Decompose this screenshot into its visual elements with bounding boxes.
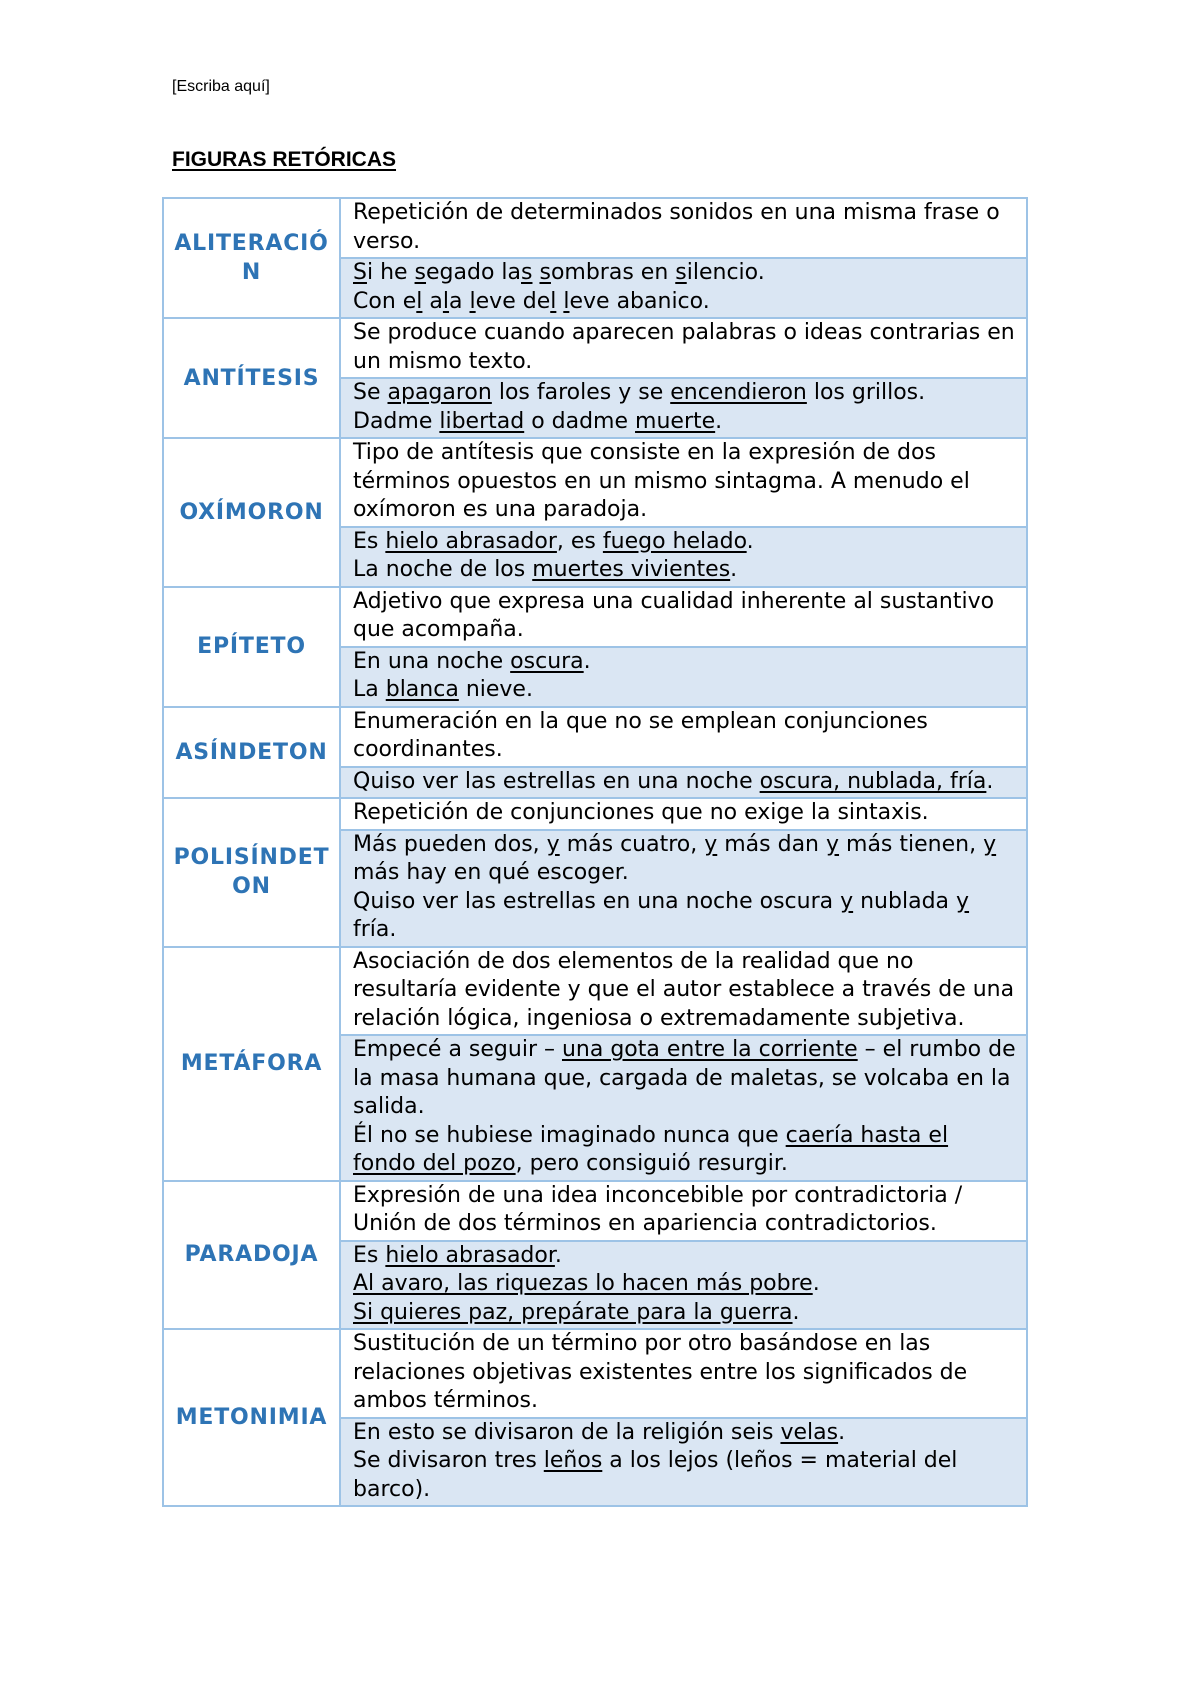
figure-examples <box>340 527 1027 587</box>
example-text: Más pueden dos, <box>353 831 547 857</box>
figure-term: ALITERACIÓN <box>163 198 340 318</box>
example-text: eve abanico. <box>569 288 710 314</box>
figure-term: METONIMIA <box>163 1329 340 1506</box>
figure-examples <box>340 1241 1027 1330</box>
example-text: ombras en <box>550 260 676 285</box>
example-text: . <box>812 1271 820 1296</box>
example-text: – el rumbo de la masa humana que, cargada de maletas, se volcaba en la salida. <box>353 1037 1016 1119</box>
figure-definition <box>340 198 1027 258</box>
example-text: En esto se divisaron de la religión seis <box>353 1419 781 1445</box>
example-text: más hay en qué escoger. <box>353 860 629 885</box>
example-text: fría. <box>353 917 397 942</box>
figure-examples <box>340 1418 1027 1507</box>
figure-term: ANTÍTESIS <box>163 318 340 438</box>
figure-examples <box>340 767 1027 799</box>
figure-definition-row <box>163 587 1027 647</box>
definition-text: Sustitución de un término por otro basándose en las relaciones objetivas existentes entre los significados de ambos términos. <box>353 1331 968 1413</box>
example-line <box>353 831 1016 888</box>
example-text: a los lejos (leños = material del barco). <box>353 1448 958 1502</box>
definition-text: Expresión de una idea inconcebible por contradictoria / Unión de dos términos en apariencia contradictorios. <box>353 1182 963 1236</box>
example-line <box>353 1242 1016 1271</box>
example-text: los faroles y se <box>491 380 671 405</box>
underlined-example-word: encendieron <box>670 380 807 405</box>
rhetorical-figures-table <box>162 197 1028 1507</box>
underlined-example-word: l <box>442 288 450 314</box>
figure-definition <box>340 587 1027 647</box>
example-text: a <box>449 288 470 314</box>
example-text: , pero consiguió resurgir. <box>515 1151 788 1176</box>
underlined-example-word: libertad <box>439 408 525 434</box>
underlined-example-word: s <box>414 260 427 285</box>
example-text: . <box>730 557 738 582</box>
figure-term: METÁFORA <box>163 947 340 1181</box>
example-text: Dadme <box>353 408 440 434</box>
underlined-example-word: s <box>675 260 687 285</box>
underlined-example-word: oscura <box>510 648 584 674</box>
definition-text: Tipo de antítesis que consiste en la expresión de dos términos opuestos en un mismo sintagma. A menudo el oxímoron es una paradoja. <box>353 440 970 522</box>
example-text: o dadme <box>524 408 636 434</box>
underlined-example-word: l <box>563 288 570 314</box>
example-text: i he <box>366 260 415 285</box>
definition-text: Enumeración en la que no se emplean conjunciones coordinantes. <box>353 708 928 762</box>
figure-definition <box>340 1181 1027 1241</box>
underlined-example-word: l <box>469 288 476 314</box>
underlined-example-word: Si quieres paz, prepárate para la guerra <box>353 1299 793 1325</box>
figure-definition-row <box>163 798 1027 830</box>
underlined-example-word: S <box>353 260 367 285</box>
example-line <box>353 1447 1016 1504</box>
example-line <box>353 888 1016 945</box>
underlined-example-word: blanca <box>385 677 459 702</box>
figure-definition-row <box>163 707 1027 767</box>
example-text: Él no se hubiese imaginado nunca que <box>353 1122 786 1148</box>
figure-definition <box>340 707 1027 767</box>
figure-term: OXÍMORON <box>163 438 340 587</box>
underlined-example-word: y <box>826 831 840 857</box>
example-text: . <box>715 408 723 434</box>
figure-examples <box>340 647 1027 707</box>
definition-text: Se produce cuando aparecen palabras o ideas contrarias en un mismo texto. <box>353 320 1015 374</box>
underlined-example-word: leños <box>543 1448 603 1473</box>
definition-text: Repetición de determinados sonidos en una misma frase o verso. <box>353 200 1000 254</box>
example-line <box>353 648 1016 677</box>
underlined-example-word: caería hasta el fondo del pozo <box>353 1122 949 1176</box>
underlined-example-word: y <box>546 831 560 857</box>
figure-definition-row <box>163 1329 1027 1418</box>
example-line <box>353 528 1016 557</box>
underlined-example-word: velas <box>780 1419 839 1445</box>
example-text: Quiso ver las estrellas en una noche oscura <box>353 888 841 914</box>
figure-term: POLISÍNDETON <box>163 798 340 947</box>
example-text: . <box>838 1419 846 1445</box>
figure-definition <box>340 318 1027 378</box>
example-text: nieve. <box>458 677 533 702</box>
example-text: Es <box>353 528 386 554</box>
example-line <box>353 379 1016 408</box>
example-text: más dan <box>717 831 826 857</box>
document-title: FIGURAS RETÓRICAS <box>172 148 397 171</box>
example-text: En una noche <box>353 648 511 674</box>
example-line <box>353 259 1016 288</box>
example-text: egado la <box>426 260 522 285</box>
underlined-example-word: y <box>983 831 997 857</box>
page-header-placeholder[interactable]: [Escriba aquí] <box>172 78 270 95</box>
example-text: Se <box>353 380 388 405</box>
figure-term: EPÍTETO <box>163 587 340 707</box>
example-text: La noche de los <box>353 557 533 582</box>
figure-definition-row <box>163 1181 1027 1241</box>
underlined-example-word: fuego helado <box>602 528 747 554</box>
figure-definition-row <box>163 318 1027 378</box>
example-text: más cuatro, <box>559 831 705 857</box>
definition-text: Adjetivo que expresa una cualidad inherente al sustantivo que acompaña. <box>353 588 995 642</box>
example-text: . <box>986 768 994 794</box>
example-line <box>353 1419 1016 1448</box>
underlined-example-word: s <box>521 260 533 285</box>
figure-definition <box>340 1329 1027 1418</box>
example-text: . <box>792 1299 800 1325</box>
example-line <box>353 408 1016 437</box>
underlined-example-word: s <box>539 260 551 285</box>
example-text: a <box>422 288 443 314</box>
example-text: Se divisaron tres <box>353 1448 544 1473</box>
figure-term: PARADOJA <box>163 1181 340 1330</box>
example-line <box>353 768 1016 797</box>
example-text: . <box>746 528 754 554</box>
example-text: más tienen, <box>839 831 984 857</box>
example-text: Es <box>353 1242 386 1268</box>
figure-definition <box>340 438 1027 527</box>
example-text: eve de <box>475 288 551 314</box>
underlined-example-word: oscura, nublada, fría <box>759 768 987 794</box>
figure-definition-row <box>163 198 1027 258</box>
definition-text: Repetición de conjunciones que no exige la sintaxis. <box>353 800 929 825</box>
figure-definition <box>340 947 1027 1036</box>
underlined-example-word: y <box>840 888 854 914</box>
figure-definition-row <box>163 438 1027 527</box>
figure-examples <box>340 378 1027 438</box>
example-text: Quiso ver las estrellas en una noche <box>353 768 760 794</box>
example-line <box>353 676 1016 705</box>
example-text: Con e <box>353 288 417 314</box>
figure-term: ASÍNDETON <box>163 707 340 799</box>
underlined-example-word: muertes vivientes <box>532 557 731 582</box>
underlined-example-word: l <box>550 288 557 314</box>
figure-examples <box>340 1035 1027 1181</box>
figure-examples <box>340 258 1027 318</box>
underlined-example-word: apagaron <box>387 380 492 405</box>
figure-examples <box>340 830 1027 947</box>
example-text: nublada <box>853 888 957 914</box>
example-line <box>353 1270 1016 1299</box>
underlined-example-word: Al avaro, las riquezas lo hacen más pobre <box>353 1271 813 1296</box>
example-text: . <box>554 1242 562 1268</box>
example-line <box>353 1036 1016 1122</box>
example-text: . <box>583 648 591 674</box>
example-line <box>353 1299 1016 1328</box>
underlined-example-word: hielo abrasador <box>385 528 557 554</box>
underlined-example-word: y <box>956 888 970 914</box>
example-text: ilencio. <box>686 260 765 285</box>
underlined-example-word: muerte <box>635 408 716 434</box>
definition-text: Asociación de dos elementos de la realidad que no resultaría evidente y que el autor establece a través de una relación lógica, ingeniosa o extremadamente subjetiva. <box>353 948 1015 1031</box>
example-text: , es <box>556 528 603 554</box>
example-line <box>353 556 1016 585</box>
figure-definition <box>340 798 1027 830</box>
example-text: Empecé a seguir – <box>353 1037 562 1062</box>
example-text: La <box>353 677 386 702</box>
example-line <box>353 1122 1016 1179</box>
underlined-example-word: una gota entre la corriente <box>561 1037 858 1062</box>
underlined-example-word: y <box>704 831 718 857</box>
underlined-example-word: l <box>416 288 423 314</box>
example-line <box>353 288 1016 317</box>
figure-definition-row <box>163 947 1027 1036</box>
example-text: los grillos. <box>806 380 926 405</box>
underlined-example-word: hielo abrasador <box>385 1242 555 1268</box>
